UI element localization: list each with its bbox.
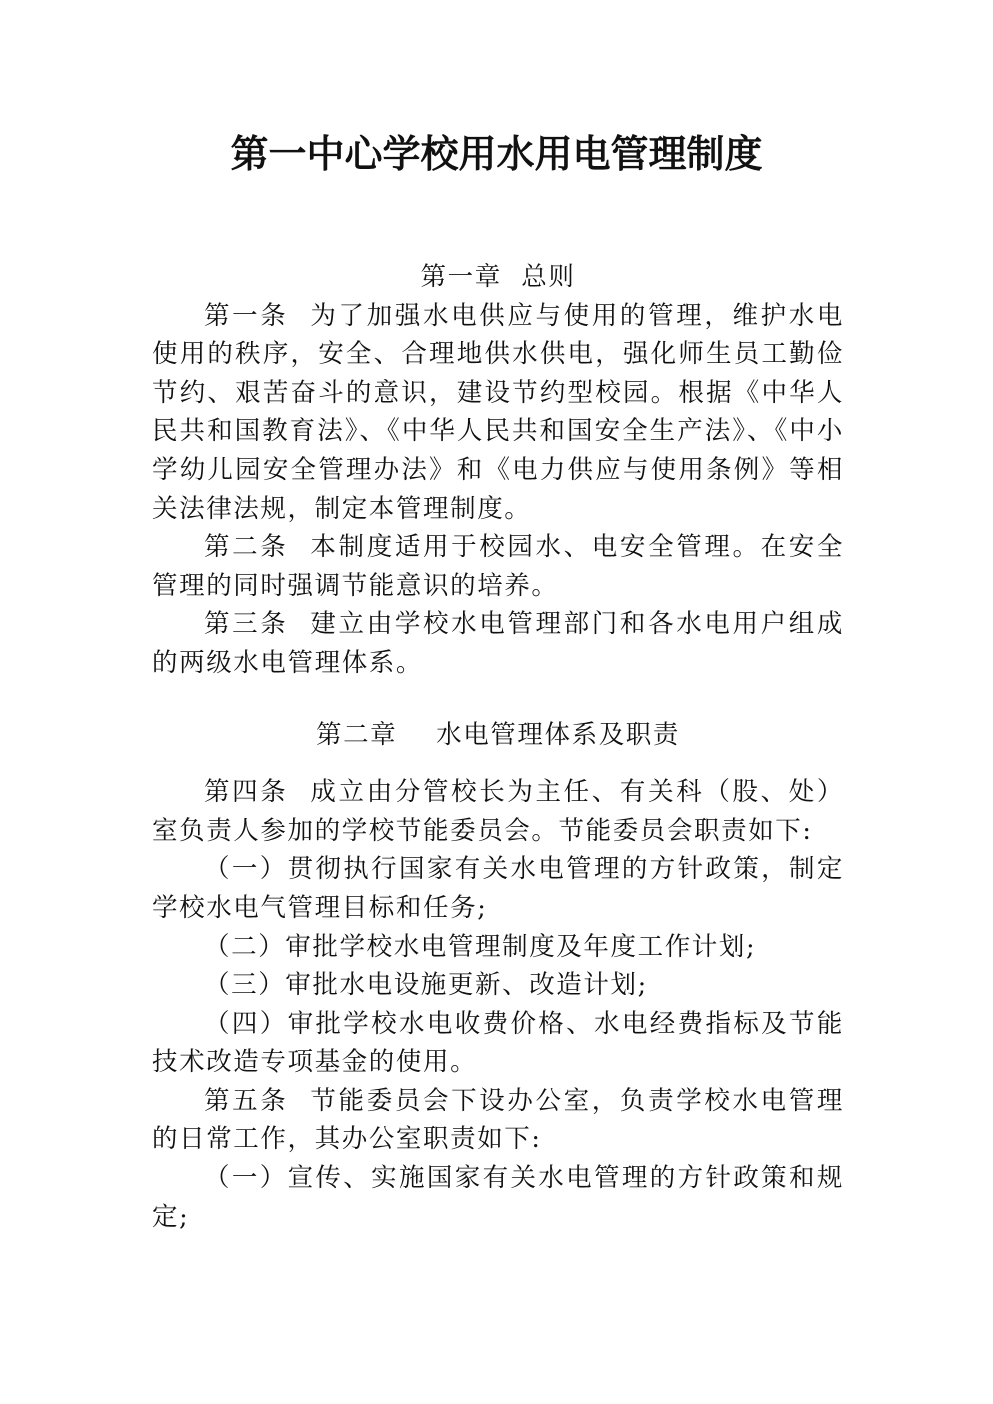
- article-2-label: 第二条: [204, 532, 289, 563]
- article-4-item-4: （四）审批学校水电收费价格、水电经费指标及节能技术改造专项基金的使用。: [152, 1008, 844, 1078]
- article-4-text: 成立由分管校长为主任、有关科（股、处）室负责人参加的学校节能委员会。节能委员会职责如下:: [152, 777, 844, 846]
- chapter-2-heading: 第二章 水电管理体系及职责: [315, 719, 681, 750]
- article-5-label: 第五条: [204, 1085, 289, 1116]
- article-4-item-2: （二）审批学校水电管理制度及年度工作计划;: [204, 931, 757, 962]
- article-3: [152, 605, 844, 682]
- document-body: [152, 258, 844, 1236]
- article-4-item-3: （三）审批水电设施更新、改造计划;: [204, 970, 648, 1001]
- article-5-text: 节能委员会下设办公室，负责学校水电管理的日常工作，其办公室职责如下:: [152, 1085, 844, 1155]
- article-2: [152, 528, 844, 605]
- article-4: [152, 773, 844, 850]
- article-5: [152, 1082, 844, 1159]
- chapter-1-heading: 第一章 总则: [420, 262, 576, 292]
- article-3-text: 建立由学校水电管理部门和各水电用户组成的两级水电管理体系。: [152, 609, 844, 678]
- article-5-item-1: （一）宣传、实施国家有关水电管理的方针政策和规定;: [152, 1163, 844, 1232]
- article-4-label: 第四条: [204, 777, 289, 808]
- article-1-label: 第一条: [204, 300, 289, 331]
- article-3-label: 第三条: [204, 609, 289, 640]
- article-2-text: 本制度适用于校园水、电安全管理。在安全管理的同时强调节能意识的培养。: [152, 532, 844, 601]
- article-4-item-1: （一）贯彻执行国家有关水电管理的方针政策，制定学校水电气管理目标和任务;: [152, 854, 844, 923]
- article-1: [152, 297, 844, 529]
- document-title: 第一中心学校用水用电管理制度: [230, 131, 763, 176]
- article-1-text: 为了加强水电供应与使用的管理，维护水电使用的秩序，安全、合理地供水供电，强化师生员工勤俭节约、艰苦奋斗的意识，建设节约型校园。根据《中华人民共和国教育法》、《中华人民共和国安全生产法》、《中小学幼儿园安全管理办法》和《电力供应与使用条例》等相关法律法规，制定本管理制度。: [152, 300, 844, 524]
